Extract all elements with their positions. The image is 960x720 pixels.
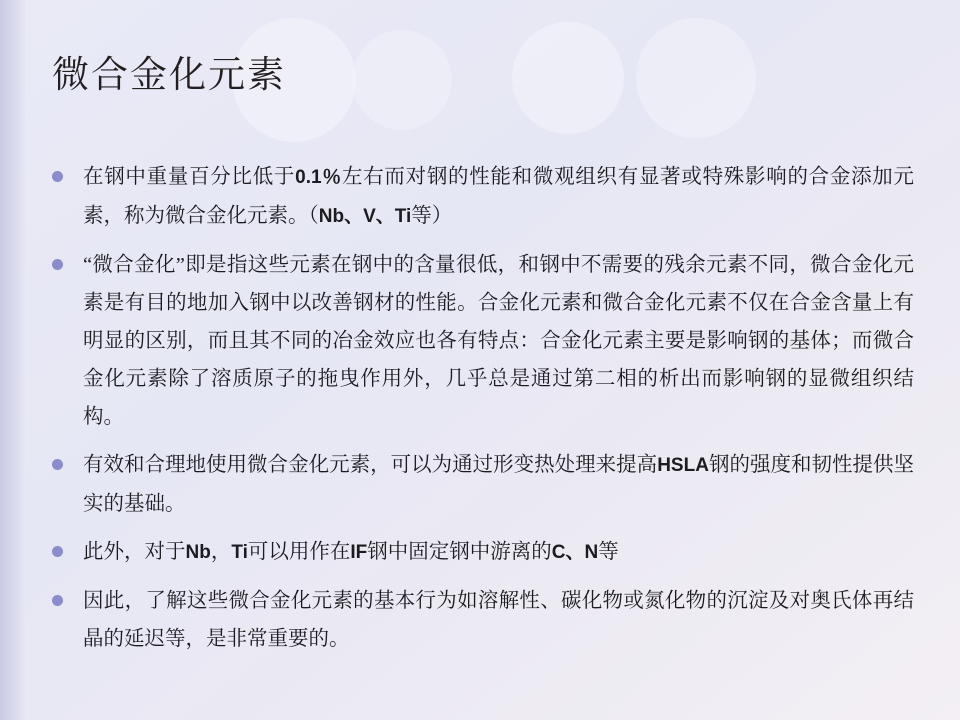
body-text: “微合金化”即是指这些元素在钢中的含量很低，和钢中不需要的残余元素不同，微合金化元素是有目的地加入钢中以改善钢材的性能。合金化元素和微合金化元素不仅在合金含量上有明显的区别，而且其不同的冶金效应也各有特点：合金化元素主要是影响钢的基体；而微合金化元素除了溶质原子的拖曳作用外，几乎总是通过第二相的析出而影响钢的显微组织结构。	[83, 254, 914, 428]
body-text: 等）	[411, 205, 453, 227]
body-text: 钢中固定钢中游离的	[367, 541, 552, 563]
body-text: ，	[210, 541, 232, 563]
list-item-text	[83, 582, 914, 658]
slide-title: 微合金化元素	[52, 55, 286, 96]
body-text: 在钢中重量百分比低于	[83, 166, 296, 188]
bullet-list	[52, 158, 914, 668]
circle-decoration-4	[636, 18, 756, 138]
emphasis-text: Nb	[185, 542, 211, 563]
list-item-text	[83, 533, 914, 572]
emphasis-text: C、N	[551, 542, 599, 563]
emphasis-text: IF	[350, 542, 368, 563]
list-item-text	[83, 158, 914, 236]
emphasis-text: Nb、V、Ti	[318, 206, 412, 227]
body-text: 因此，了解这些微合金化元素的基本行为如溶解性、碳化物或氮化物的沉淀及对奥氏体再结晶的延迟等，是非常重要的。	[83, 590, 914, 650]
list-item-text	[83, 446, 914, 523]
list-item	[52, 533, 914, 572]
bullet-dot-icon	[52, 459, 63, 470]
left-accent-bar	[0, 0, 26, 720]
bullet-dot-icon	[52, 171, 63, 182]
emphasis-text: HSLA	[657, 455, 709, 476]
body-text: 左右而对钢的性能和微观组织有显著或特殊影响的合金添加元素，称为微合金化元素。（	[83, 166, 915, 227]
emphasis-text: 0.1％	[295, 167, 342, 188]
bullet-dot-icon	[52, 595, 63, 606]
body-text: 此外，对于	[83, 541, 186, 563]
body-text: 有效和合理地使用微合金化元素，可以为通过形变热处理来提高	[83, 454, 658, 476]
circle-decoration-3	[512, 22, 624, 134]
list-item	[52, 246, 914, 436]
body-text: 可以用作在	[247, 541, 351, 563]
list-item	[52, 158, 914, 236]
list-item	[52, 446, 914, 523]
bullet-dot-icon	[52, 259, 63, 270]
emphasis-text: Ti	[231, 542, 248, 563]
circle-decoration-2	[352, 30, 452, 130]
list-item	[52, 582, 914, 658]
body-text: 等	[598, 541, 619, 563]
body-text: 钢的强度和韧性提供坚实的基础。	[83, 454, 915, 515]
bullet-dot-icon	[52, 546, 63, 557]
list-item-text	[83, 246, 914, 436]
